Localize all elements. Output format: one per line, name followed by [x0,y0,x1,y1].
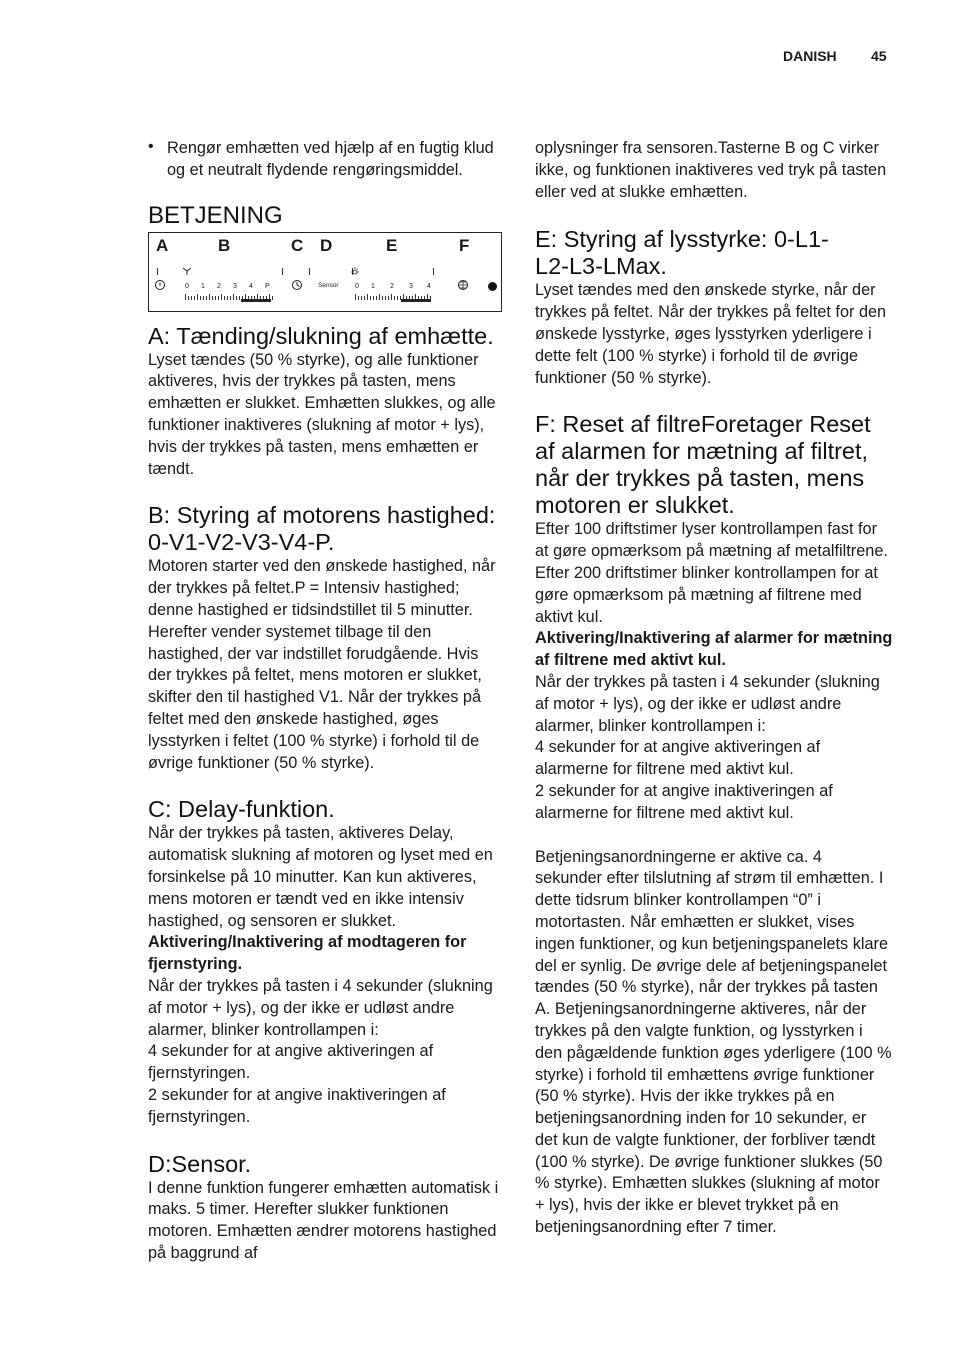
scale-tick [203,296,204,300]
panel-label-b: B [218,235,231,255]
scale-tick [379,294,380,300]
scale-tick [239,296,240,300]
section-b-body: Motoren starter ved den ønskede hastighed, når der trykkes på feltet.P = Intensiv hastighed; denne hastighed er tidsindstillet til 5 minutter. Herefter vender systemet tilbage til den hastighed, der var indstillet forudgående. Hvis der trykkes på feltet, mens motoren er slukket, skifter den til hastighed V1. Når der trykkes på feltet med den ønskede hastighed, øges lysstyrken i feltet (100 % styrke) i forhold til de øvrige funktioner (50 % styrke). [148,557,496,772]
panel-label-a: A [156,235,169,255]
motor-step-p: P [265,282,270,290]
light-step-0: 0 [355,282,359,290]
scale-tick [364,296,365,300]
scale-tick [230,296,231,300]
scale-tick [212,296,213,300]
section-a-body: Lyset tændes (50 % styrke), og alle funktioner aktiveres, hvis der trykkes på tasten, mens emhætten er slukket. Emhætten slukkes, og alle funktioner inaktiveres (slukning af motor + lys), hvis der trykkes på tasten, mens emhætten er tændt. [148,350,496,478]
section-c-line2: 2 sekunder for at angive inaktiveringen af fjernstyringen. [148,1085,446,1126]
scale-tick [370,296,371,300]
motor-step-4: 4 [249,282,253,290]
right-column [535,138,893,1239]
light-icon [350,266,360,276]
scale-tick [394,296,395,300]
scale-tick [215,296,216,300]
scale-tick [194,296,195,300]
bullet-symbol: • [148,138,154,155]
control-panel-diagram [148,232,502,312]
scale-tick [227,296,228,300]
divider [282,268,283,275]
scale-tick [191,296,192,300]
section-f-body2: Efter 200 driftstimer blinker kontrollampen for at gøre opmærksom på mætning af filtrene med aktivt kul. [535,563,878,626]
scale-tick [233,294,234,300]
delay-clock-icon [291,279,303,291]
section-c-line4: 4 sekunder for at angive aktiveringen af fjernstyringen. [148,1042,434,1083]
scale-tick [206,296,207,300]
section-c-bold: Aktivering/Inaktivering af modtageren for fjernstyring. [148,933,467,974]
scale-tick [355,294,356,300]
panel-label-d: D [320,235,333,255]
light-step-1: 1 [371,282,375,290]
motor-step-2: 2 [217,282,221,290]
panel-label-e: E [386,235,398,255]
light-step-4: 4 [427,282,431,290]
scale-tick [358,296,359,300]
cleaning-bullet [148,138,506,182]
scale-tick [236,296,237,300]
scale-tick [224,296,225,300]
scale-tick [361,296,362,300]
section-e-title: E: Styring af lysstyrke: 0-L1-L2-L3-LMax. [535,226,829,280]
scale-tick [367,294,368,300]
section-label: DANISH [783,48,837,64]
betjening-title: BETJENING [148,201,283,229]
scale-tick [391,294,392,300]
divider [433,268,434,275]
section-d-continued: oplysninger fra sensoren.Tasterne B og C virker ikke, og funktionen inaktiveres ved tryk på tasten eller ved at slukke emhætten. [535,139,887,201]
filter-grid-icon [457,279,469,291]
section-a-title: A: Tænding/slukning af emhætte. [148,322,494,349]
scale-tick [382,296,383,300]
scale-tick [272,296,273,300]
general-operation-text: Betjeningsanordningerne er aktive ca. 4 sekunder efter tilslutning af strøm til emhætten. I dette tidsrum blinker kontrollampen “0” i motortasten. Når emhætten er slukket, vises ingen funktioner, og kun betjeningspanelets klare del er synlig. De øvrige dele af betjeningspanelet tændes (50 % styrke), når der trykkes på tasten A. Betjeningsanordningerne aktiveres, når der trykkes på den valgte funktion, og lysstyrken i den pågældende funktion øges yderligere (100 % styrke) i forhold til emhættens øvrige funktioner (50 % styrke). Hvis der ikke trykkes på en betjeningsanordning inden for 10 sekunder, er det kun de valgte funktioner, der forbliver tændt (100 % styrke). De øvrige funktioner slukkes (50 % styrke). Emhætten slukkes (slukning af motor + lys), hvis der ikke er blevet trykket på en betjeningsanordning efter 7 timer. [535,847,892,1237]
motor-step-1: 1 [201,282,205,290]
light-step-3: 3 [409,282,413,290]
panel-label-f: F [459,235,470,255]
indicator-dot-icon [488,282,497,291]
cleaning-text: Rengør emhætten ved hjælp af en fugtig klud og et neutralt flydende rengøringsmiddel. [167,139,494,179]
section-c-title: C: Delay-funktion. [148,796,335,823]
power-icon [154,279,166,291]
sensor-label: Sensor [318,281,339,289]
fan-icon [182,266,192,276]
left-column [148,138,506,1265]
divider [157,268,158,275]
scale-tick [373,296,374,300]
section-d-title: D:Sensor. [148,1150,252,1177]
section-b-title: B: Styring af motorens hastighed: 0-V1-V2-V3-V4-P. [148,502,496,556]
section-f-body3: Når der trykkes på tasten i 4 sekunder (slukning af motor + lys), og der ikke er udløst andre alarmer, blinker kontrollampen i: [535,672,880,735]
section-e-body: Lyset tændes med den ønskede styrke, når der trykkes på feltet. Når der trykkes på feltet for den ønskede lysstyrke, øges lysstyrken yderligere i dette felt (100 % styrke) i forhold til de øvrige funktioner (50 % styrke). [535,281,887,387]
scale-tick [185,294,186,300]
scale-tick [388,296,389,300]
motor-step-0: 0 [185,282,189,290]
section-f-line2: 2 sekunder for at angive inaktiveringen af alarmerne for filtrene med aktivt kul. [535,781,833,822]
section-f-title: F: Reset af filtreForetager Reset af alarmen for mætning af filtret, når der trykkes på tasten, mens motoren er slukket. [535,411,871,519]
divider [309,268,310,275]
scale-tick [218,296,219,300]
section-f-line4: 4 sekunder for at angive aktiveringen af alarmerne for filtrene med aktivt kul. [535,738,821,779]
section-f-bold: Aktivering/Inaktivering af alarmer for mætning af filtrene med aktivt kul. [535,629,893,670]
scale-tick [376,296,377,300]
scale-tick [209,294,210,300]
section-d-body: I denne funktion fungerer emhætten automatisk i maks. 5 timer. Herefter slukker funktionen motoren. Emhætten ændrer motorens hastighed på baggrund af [148,1178,499,1262]
panel-label-c: C [291,235,304,255]
motor-step-3: 3 [233,282,237,290]
scale-tick [221,294,222,300]
scale-tick [200,296,201,300]
page-number: 45 [871,48,887,64]
light-step-2: 2 [390,282,394,290]
section-c-body2: Når der trykkes på tasten i 4 sekunder (slukning af motor + lys), og der ikke er udløst andre alarmer, blinker kontrollampen i: [148,976,493,1039]
scale-tick [385,296,386,300]
light-intensity-bar [401,299,431,302]
scale-tick [188,296,189,300]
scale-tick [397,296,398,300]
section-f-body1: Efter 100 driftstimer lyser kontrollampen fast for at gøre opmærksom på mætning af metalfiltrene. [535,520,888,561]
scale-tick [197,294,198,300]
motor-intensity-bar [241,299,271,302]
section-c-body: Når der trykkes på tasten, aktiveres Delay, automatisk slukning af motoren og lyset med en forsinkelse på 10 minutter. Kan kun aktiveres, mens motoren er tændt ved en ikke intensiv hastighed, og sensoren er slukket. [148,824,493,930]
